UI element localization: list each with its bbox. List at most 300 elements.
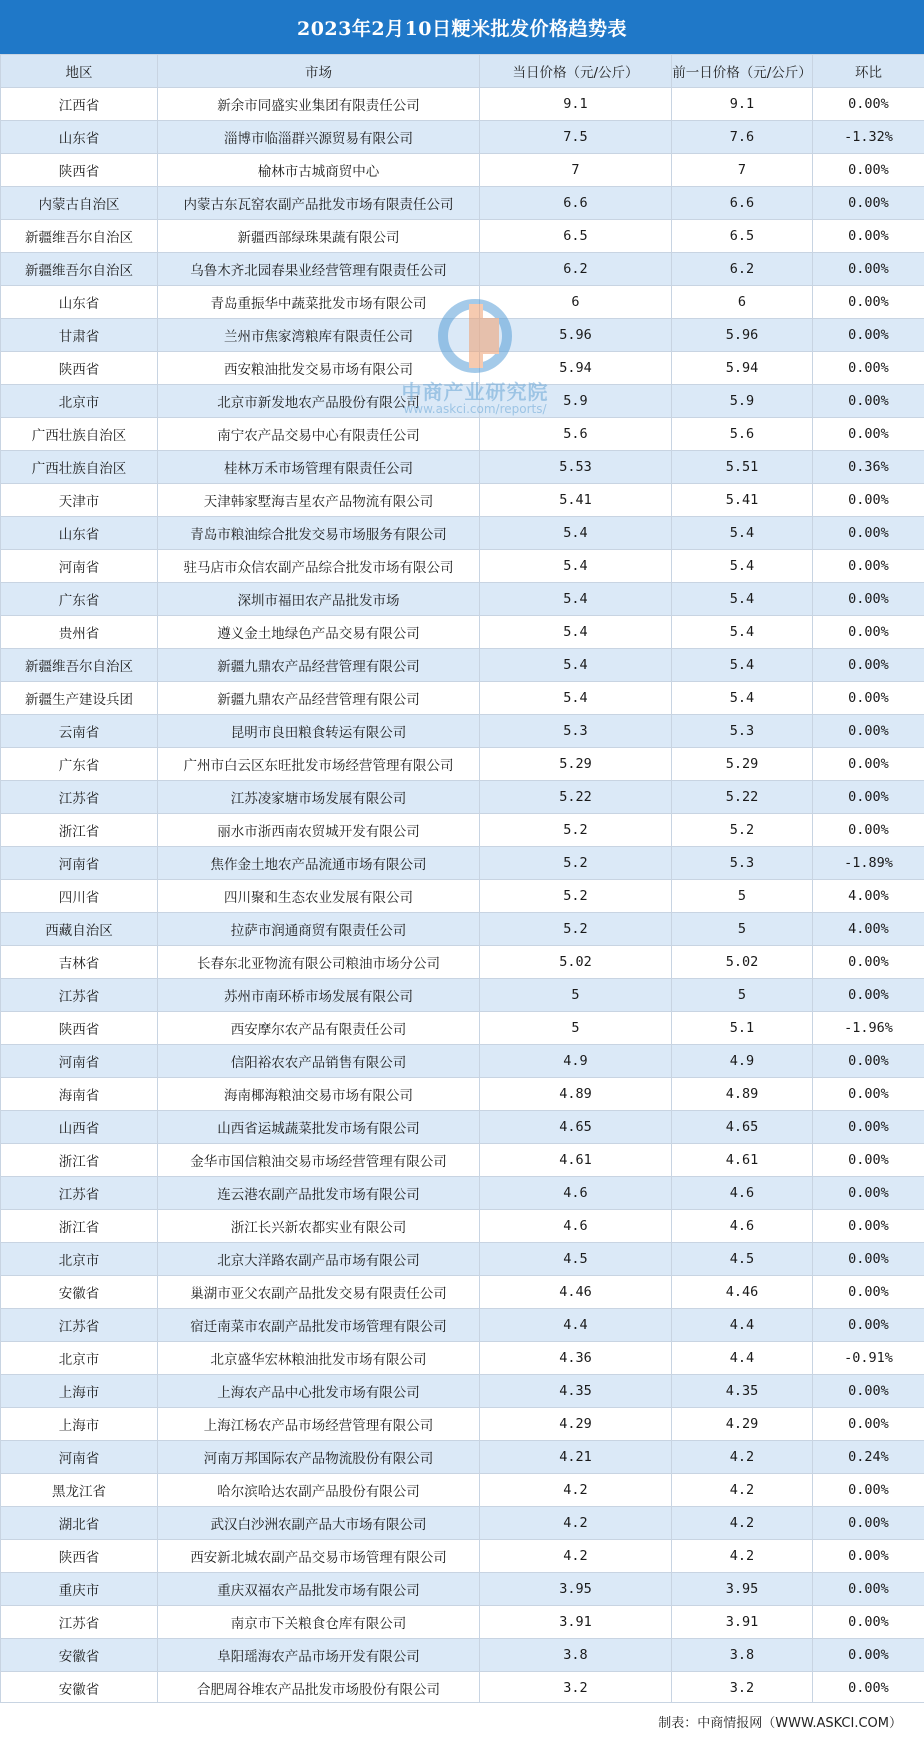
cell-change: 0.00% — [813, 715, 924, 748]
table-row — [1, 913, 924, 946]
cell-change: 0.00% — [813, 154, 924, 187]
cell-market: 江苏凌家塘市场发展有限公司 — [158, 781, 480, 814]
cell-change: -1.96% — [813, 1012, 924, 1045]
cell-market: 四川聚和生态农业发展有限公司 — [158, 880, 480, 913]
cell-region: 内蒙古自治区 — [1, 187, 158, 220]
cell-today-price: 4.61 — [480, 1144, 672, 1177]
cell-today-price: 4.2 — [480, 1474, 672, 1507]
cell-region: 浙江省 — [1, 814, 158, 847]
cell-prev-price: 5.4 — [672, 550, 813, 583]
cell-prev-price: 4.61 — [672, 1144, 813, 1177]
header-region: 地区 — [1, 55, 158, 88]
cell-market: 乌鲁木齐北园春果业经营管理有限责任公司 — [158, 253, 480, 286]
cell-region: 江苏省 — [1, 1309, 158, 1342]
table-row — [1, 649, 924, 682]
cell-region: 陕西省 — [1, 352, 158, 385]
cell-prev-price: 4.2 — [672, 1441, 813, 1474]
cell-change: 0.00% — [813, 1309, 924, 1342]
cell-region: 安徽省 — [1, 1639, 158, 1672]
cell-prev-price: 5.3 — [672, 715, 813, 748]
table-row — [1, 1606, 924, 1639]
cell-prev-price: 4.89 — [672, 1078, 813, 1111]
table-row — [1, 715, 924, 748]
cell-market: 重庆双福农产品批发市场有限公司 — [158, 1573, 480, 1606]
cell-prev-price: 7 — [672, 154, 813, 187]
table-row — [1, 451, 924, 484]
cell-prev-price: 3.2 — [672, 1672, 813, 1705]
cell-market: 新疆西部绿珠果蔬有限公司 — [158, 220, 480, 253]
cell-today-price: 4.29 — [480, 1408, 672, 1441]
cell-prev-price: 4.46 — [672, 1276, 813, 1309]
cell-market: 连云港农副产品批发市场有限公司 — [158, 1177, 480, 1210]
cell-market: 深圳市福田农产品批发市场 — [158, 583, 480, 616]
cell-today-price: 5.9 — [480, 385, 672, 418]
cell-region: 北京市 — [1, 385, 158, 418]
table-row — [1, 1012, 924, 1045]
table-row — [1, 484, 924, 517]
table-row — [1, 1177, 924, 1210]
cell-region: 浙江省 — [1, 1210, 158, 1243]
cell-change: 0.00% — [813, 1375, 924, 1408]
cell-market: 淄博市临淄群兴源贸易有限公司 — [158, 121, 480, 154]
cell-today-price: 4.89 — [480, 1078, 672, 1111]
cell-market: 拉萨市润通商贸有限责任公司 — [158, 913, 480, 946]
cell-change: 0.00% — [813, 1144, 924, 1177]
cell-region: 北京市 — [1, 1342, 158, 1375]
cell-today-price: 4.2 — [480, 1540, 672, 1573]
cell-region: 新疆生产建设兵团 — [1, 682, 158, 715]
header-prev-price: 前一日价格（元/公斤） — [672, 55, 813, 88]
cell-market: 上海农产品中心批发市场有限公司 — [158, 1375, 480, 1408]
cell-prev-price: 5.4 — [672, 616, 813, 649]
cell-prev-price: 4.35 — [672, 1375, 813, 1408]
cell-region: 天津市 — [1, 484, 158, 517]
cell-today-price: 6.2 — [480, 253, 672, 286]
cell-market: 金华市国信粮油交易市场经营管理有限公司 — [158, 1144, 480, 1177]
header-row — [1, 55, 924, 88]
cell-region: 广东省 — [1, 748, 158, 781]
table-row — [1, 1144, 924, 1177]
cell-prev-price: 4.2 — [672, 1540, 813, 1573]
table-row — [1, 88, 924, 121]
footer-credit: 制表：中商情报网（WWW.ASKCI.COM） — [658, 1712, 902, 1731]
cell-region: 海南省 — [1, 1078, 158, 1111]
cell-change: 0.00% — [813, 1474, 924, 1507]
table-row — [1, 187, 924, 220]
table-row — [1, 418, 924, 451]
table-row — [1, 286, 924, 319]
cell-change: 0.00% — [813, 1672, 924, 1705]
cell-change: 0.00% — [813, 1507, 924, 1540]
cell-prev-price: 3.95 — [672, 1573, 813, 1606]
cell-today-price: 9.1 — [480, 88, 672, 121]
cell-change: 4.00% — [813, 913, 924, 946]
cell-prev-price: 5.4 — [672, 517, 813, 550]
cell-prev-price: 5.1 — [672, 1012, 813, 1045]
cell-region: 河南省 — [1, 1045, 158, 1078]
cell-change: 0.00% — [813, 583, 924, 616]
cell-today-price: 6.6 — [480, 187, 672, 220]
table-row — [1, 748, 924, 781]
cell-prev-price: 5.22 — [672, 781, 813, 814]
cell-region: 河南省 — [1, 1441, 158, 1474]
header-market: 市场 — [158, 55, 480, 88]
cell-market: 遵义金土地绿色产品交易有限公司 — [158, 616, 480, 649]
cell-today-price: 6 — [480, 286, 672, 319]
table-row — [1, 1276, 924, 1309]
table-row — [1, 1540, 924, 1573]
cell-region: 山东省 — [1, 286, 158, 319]
table-row — [1, 781, 924, 814]
table-row — [1, 550, 924, 583]
cell-change: 0.00% — [813, 517, 924, 550]
table-row — [1, 1111, 924, 1144]
cell-today-price: 7.5 — [480, 121, 672, 154]
cell-change: 0.00% — [813, 682, 924, 715]
cell-change: 0.00% — [813, 1243, 924, 1276]
table-row — [1, 1408, 924, 1441]
cell-prev-price: 5.41 — [672, 484, 813, 517]
cell-change: 0.00% — [813, 1639, 924, 1672]
table-row — [1, 352, 924, 385]
cell-prev-price: 5.96 — [672, 319, 813, 352]
table-row — [1, 847, 924, 880]
cell-region: 江苏省 — [1, 781, 158, 814]
cell-market: 新疆九鼎农产品经营管理有限公司 — [158, 682, 480, 715]
cell-region: 新疆维吾尔自治区 — [1, 253, 158, 286]
cell-change: 0.00% — [813, 253, 924, 286]
cell-market: 上海江杨农产品市场经营管理有限公司 — [158, 1408, 480, 1441]
cell-prev-price: 4.4 — [672, 1342, 813, 1375]
cell-today-price: 5 — [480, 1012, 672, 1045]
cell-today-price: 4.6 — [480, 1177, 672, 1210]
cell-today-price: 5.4 — [480, 583, 672, 616]
cell-today-price: 7 — [480, 154, 672, 187]
table-row — [1, 1507, 924, 1540]
cell-prev-price: 9.1 — [672, 88, 813, 121]
cell-today-price: 4.36 — [480, 1342, 672, 1375]
watermark-url: www.askci.com/reports/ — [375, 402, 575, 416]
cell-today-price: 5.2 — [480, 847, 672, 880]
cell-change: 0.00% — [813, 781, 924, 814]
table-row — [1, 1078, 924, 1111]
cell-today-price: 5.4 — [480, 649, 672, 682]
cell-today-price: 5.6 — [480, 418, 672, 451]
cell-region: 上海市 — [1, 1408, 158, 1441]
cell-prev-price: 4.6 — [672, 1177, 813, 1210]
cell-prev-price: 5.02 — [672, 946, 813, 979]
cell-market: 新疆九鼎农产品经营管理有限公司 — [158, 649, 480, 682]
cell-market: 西安新北城农副产品交易市场管理有限公司 — [158, 1540, 480, 1573]
cell-prev-price: 3.91 — [672, 1606, 813, 1639]
cell-prev-price: 4.4 — [672, 1309, 813, 1342]
cell-region: 湖北省 — [1, 1507, 158, 1540]
cell-region: 山东省 — [1, 517, 158, 550]
cell-market: 信阳裕农农产品销售有限公司 — [158, 1045, 480, 1078]
cell-prev-price: 5.3 — [672, 847, 813, 880]
cell-change: 0.00% — [813, 649, 924, 682]
cell-region: 吉林省 — [1, 946, 158, 979]
cell-change: 0.00% — [813, 1276, 924, 1309]
cell-market: 阜阳瑶海农产品市场开发有限公司 — [158, 1639, 480, 1672]
cell-change: 0.00% — [813, 385, 924, 418]
cell-market: 兰州市焦家湾粮库有限责任公司 — [158, 319, 480, 352]
table-body — [1, 88, 924, 1705]
cell-region: 陕西省 — [1, 1012, 158, 1045]
cell-change: 0.00% — [813, 352, 924, 385]
cell-region: 贵州省 — [1, 616, 158, 649]
cell-change: 0.00% — [813, 484, 924, 517]
table-row — [1, 682, 924, 715]
cell-prev-price: 4.29 — [672, 1408, 813, 1441]
cell-region: 重庆市 — [1, 1573, 158, 1606]
cell-market: 丽水市浙西南农贸城开发有限公司 — [158, 814, 480, 847]
cell-prev-price: 3.8 — [672, 1639, 813, 1672]
cell-market: 昆明市良田粮食转运有限公司 — [158, 715, 480, 748]
cell-today-price: 5.02 — [480, 946, 672, 979]
cell-prev-price: 5.6 — [672, 418, 813, 451]
table-row — [1, 1573, 924, 1606]
footer — [0, 1702, 924, 1739]
cell-change: 0.00% — [813, 1573, 924, 1606]
cell-change: 0.00% — [813, 1111, 924, 1144]
cell-region: 陕西省 — [1, 154, 158, 187]
table-row — [1, 1672, 924, 1705]
cell-region: 广西壮族自治区 — [1, 418, 158, 451]
cell-prev-price: 5 — [672, 880, 813, 913]
cell-change: 0.00% — [813, 616, 924, 649]
cell-prev-price: 5.4 — [672, 649, 813, 682]
cell-prev-price: 6 — [672, 286, 813, 319]
table-row — [1, 1474, 924, 1507]
cell-market: 海南椰海粮油交易市场有限公司 — [158, 1078, 480, 1111]
cell-change: 0.00% — [813, 1408, 924, 1441]
cell-change: 4.00% — [813, 880, 924, 913]
cell-change: 0.00% — [813, 1540, 924, 1573]
cell-change: 0.00% — [813, 1177, 924, 1210]
cell-region: 山东省 — [1, 121, 158, 154]
cell-today-price: 5.2 — [480, 814, 672, 847]
cell-prev-price: 4.6 — [672, 1210, 813, 1243]
cell-change: 0.00% — [813, 1210, 924, 1243]
cell-today-price: 5.94 — [480, 352, 672, 385]
cell-today-price: 4.9 — [480, 1045, 672, 1078]
cell-prev-price: 6.6 — [672, 187, 813, 220]
header-change: 环比 — [813, 55, 924, 88]
cell-change: 0.00% — [813, 220, 924, 253]
cell-today-price: 5.53 — [480, 451, 672, 484]
cell-prev-price: 5.2 — [672, 814, 813, 847]
cell-market: 巢湖市亚父农副产品批发交易有限责任公司 — [158, 1276, 480, 1309]
cell-prev-price: 4.5 — [672, 1243, 813, 1276]
cell-change: 0.00% — [813, 1045, 924, 1078]
table-row — [1, 946, 924, 979]
cell-today-price: 5.4 — [480, 682, 672, 715]
cell-prev-price: 5.29 — [672, 748, 813, 781]
cell-region: 江苏省 — [1, 1177, 158, 1210]
cell-change: 0.00% — [813, 319, 924, 352]
cell-prev-price: 5.4 — [672, 583, 813, 616]
cell-market: 内蒙古东瓦窑农副产品批发市场有限责任公司 — [158, 187, 480, 220]
cell-market: 北京大洋路农副产品市场有限公司 — [158, 1243, 480, 1276]
cell-prev-price: 5.4 — [672, 682, 813, 715]
cell-today-price: 4.46 — [480, 1276, 672, 1309]
cell-region: 江苏省 — [1, 1606, 158, 1639]
cell-prev-price: 4.65 — [672, 1111, 813, 1144]
table-row — [1, 1375, 924, 1408]
cell-prev-price: 6.2 — [672, 253, 813, 286]
cell-today-price: 6.5 — [480, 220, 672, 253]
cell-prev-price: 5.51 — [672, 451, 813, 484]
cell-today-price: 5.2 — [480, 913, 672, 946]
cell-market: 广州市白云区东旺批发市场经营管理有限公司 — [158, 748, 480, 781]
cell-change: 0.00% — [813, 418, 924, 451]
cell-region: 河南省 — [1, 847, 158, 880]
cell-today-price: 4.35 — [480, 1375, 672, 1408]
cell-region: 西藏自治区 — [1, 913, 158, 946]
table-row — [1, 979, 924, 1012]
cell-region: 新疆维吾尔自治区 — [1, 649, 158, 682]
cell-region: 甘肃省 — [1, 319, 158, 352]
cell-market: 南宁农产品交易中心有限责任公司 — [158, 418, 480, 451]
cell-region: 云南省 — [1, 715, 158, 748]
cell-region: 上海市 — [1, 1375, 158, 1408]
cell-market: 焦作金土地农产品流通市场有限公司 — [158, 847, 480, 880]
cell-today-price: 3.8 — [480, 1639, 672, 1672]
cell-market: 青岛市粮油综合批发交易市场服务有限公司 — [158, 517, 480, 550]
cell-region: 山西省 — [1, 1111, 158, 1144]
cell-prev-price: 4.9 — [672, 1045, 813, 1078]
table-row — [1, 220, 924, 253]
table-row — [1, 154, 924, 187]
table-title: 2023年2月10日粳米批发价格趋势表 — [0, 0, 924, 54]
watermark-name: 中商产业研究院 — [375, 376, 575, 405]
table-row — [1, 385, 924, 418]
cell-today-price: 3.91 — [480, 1606, 672, 1639]
cell-change: 0.00% — [813, 1078, 924, 1111]
cell-market: 河南万邦国际农产品物流股份有限公司 — [158, 1441, 480, 1474]
cell-market: 武汉白沙洲农副产品大市场有限公司 — [158, 1507, 480, 1540]
cell-change: 0.00% — [813, 88, 924, 121]
cell-region: 四川省 — [1, 880, 158, 913]
cell-prev-price: 5 — [672, 979, 813, 1012]
cell-region: 浙江省 — [1, 1144, 158, 1177]
table-row — [1, 880, 924, 913]
cell-change: 0.36% — [813, 451, 924, 484]
cell-market: 南京市下关粮食仓库有限公司 — [158, 1606, 480, 1639]
cell-today-price: 5.3 — [480, 715, 672, 748]
cell-today-price: 5.96 — [480, 319, 672, 352]
cell-change: -0.91% — [813, 1342, 924, 1375]
cell-today-price: 3.2 — [480, 1672, 672, 1705]
cell-market: 天津韩家墅海吉星农产品物流有限公司 — [158, 484, 480, 517]
cell-region: 新疆维吾尔自治区 — [1, 220, 158, 253]
cell-region: 北京市 — [1, 1243, 158, 1276]
cell-market: 青岛重振华中蔬菜批发市场有限公司 — [158, 286, 480, 319]
cell-today-price: 5 — [480, 979, 672, 1012]
table-row — [1, 1441, 924, 1474]
cell-region: 广西壮族自治区 — [1, 451, 158, 484]
cell-change: 0.00% — [813, 286, 924, 319]
cell-market: 山西省运城蔬菜批发市场有限公司 — [158, 1111, 480, 1144]
cell-market: 哈尔滨哈达农副产品股份有限公司 — [158, 1474, 480, 1507]
table-row — [1, 253, 924, 286]
cell-today-price: 4.21 — [480, 1441, 672, 1474]
cell-market: 北京市新发地农产品股份有限公司 — [158, 385, 480, 418]
cell-market: 长春东北亚物流有限公司粮油市场分公司 — [158, 946, 480, 979]
cell-today-price: 5.29 — [480, 748, 672, 781]
cell-region: 安徽省 — [1, 1672, 158, 1705]
cell-today-price: 5.4 — [480, 550, 672, 583]
cell-market: 驻马店市众信农副产品综合批发市场有限公司 — [158, 550, 480, 583]
cell-change: 0.00% — [813, 979, 924, 1012]
cell-prev-price: 6.5 — [672, 220, 813, 253]
table-row — [1, 814, 924, 847]
cell-today-price: 4.6 — [480, 1210, 672, 1243]
cell-market: 苏州市南环桥市场发展有限公司 — [158, 979, 480, 1012]
table-row — [1, 121, 924, 154]
cell-change: -1.32% — [813, 121, 924, 154]
cell-region: 江苏省 — [1, 979, 158, 1012]
cell-today-price: 4.2 — [480, 1507, 672, 1540]
cell-change: -1.89% — [813, 847, 924, 880]
cell-today-price: 3.95 — [480, 1573, 672, 1606]
cell-today-price: 4.65 — [480, 1111, 672, 1144]
cell-region: 陕西省 — [1, 1540, 158, 1573]
cell-change: 0.00% — [813, 748, 924, 781]
price-table — [0, 54, 924, 1705]
table-row — [1, 1045, 924, 1078]
cell-region: 安徽省 — [1, 1276, 158, 1309]
cell-market: 西安摩尔农产品有限责任公司 — [158, 1012, 480, 1045]
table-row — [1, 1639, 924, 1672]
table-row — [1, 1210, 924, 1243]
cell-prev-price: 5 — [672, 913, 813, 946]
table-row — [1, 1243, 924, 1276]
cell-today-price: 4.5 — [480, 1243, 672, 1276]
cell-market: 北京盛华宏林粮油批发市场有限公司 — [158, 1342, 480, 1375]
cell-region: 江西省 — [1, 88, 158, 121]
cell-change: 0.00% — [813, 550, 924, 583]
cell-prev-price: 5.9 — [672, 385, 813, 418]
cell-change: 0.00% — [813, 946, 924, 979]
cell-region: 河南省 — [1, 550, 158, 583]
cell-market: 浙江长兴新农都实业有限公司 — [158, 1210, 480, 1243]
cell-prev-price: 4.2 — [672, 1474, 813, 1507]
cell-change: 0.00% — [813, 187, 924, 220]
table-row — [1, 616, 924, 649]
cell-market: 新余市同盛实业集团有限责任公司 — [158, 88, 480, 121]
cell-region: 黑龙江省 — [1, 1474, 158, 1507]
cell-market: 榆林市古城商贸中心 — [158, 154, 480, 187]
header-today-price: 当日价格（元/公斤） — [480, 55, 672, 88]
cell-today-price: 5.41 — [480, 484, 672, 517]
cell-today-price: 5.2 — [480, 880, 672, 913]
cell-today-price: 5.4 — [480, 616, 672, 649]
cell-market: 桂林万禾市场管理有限责任公司 — [158, 451, 480, 484]
table-row — [1, 1309, 924, 1342]
cell-today-price: 4.4 — [480, 1309, 672, 1342]
cell-market: 宿迁南菜市农副产品批发市场管理有限公司 — [158, 1309, 480, 1342]
table-row — [1, 1342, 924, 1375]
cell-today-price: 5.4 — [480, 517, 672, 550]
cell-market: 合肥周谷堆农产品批发市场股份有限公司 — [158, 1672, 480, 1705]
cell-prev-price: 5.94 — [672, 352, 813, 385]
cell-today-price: 5.22 — [480, 781, 672, 814]
table-row — [1, 319, 924, 352]
cell-change: 0.24% — [813, 1441, 924, 1474]
cell-region: 广东省 — [1, 583, 158, 616]
